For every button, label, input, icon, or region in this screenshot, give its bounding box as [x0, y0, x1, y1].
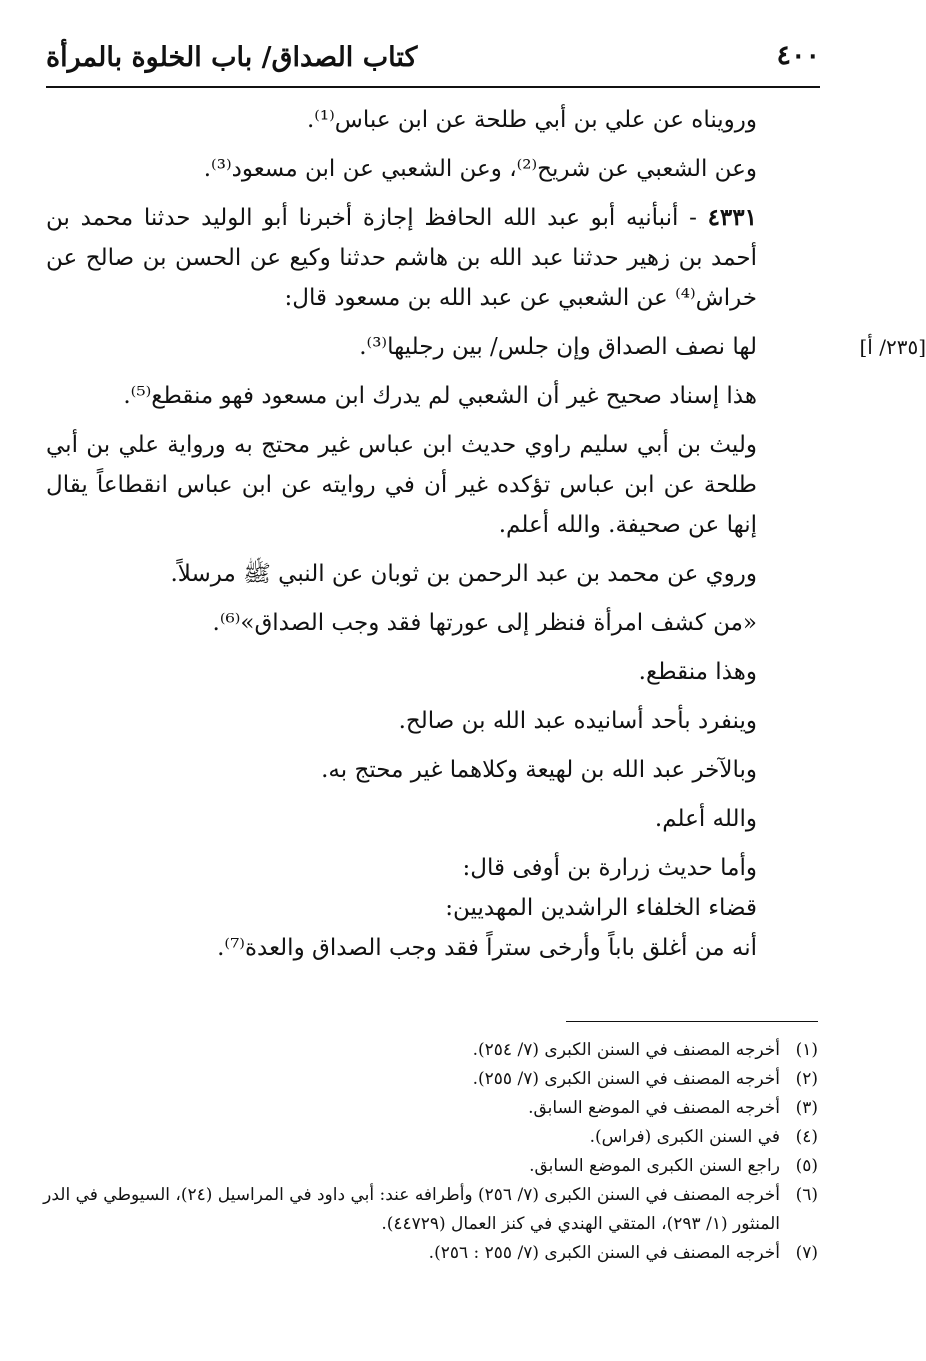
running-title: كتاب الصداق/ باب الخلوة بالمرأة	[46, 42, 418, 73]
footnote-text: أخرجه المصنف في الموضع السابق.	[528, 1098, 780, 1118]
paragraph: «من كشف امرأة فنظر إلى عورتها فقد وجب الصداق»⁽⁶⁾.	[212, 610, 757, 636]
footnote	[40, 1123, 818, 1152]
paragraph: وبالآخر عبد الله بن لهيعة وكلاهما غير محتج به.	[321, 757, 757, 783]
paragraph: وليث بن أبي سليم راوي حديث ابن عباس غير محتج به ورواية علي بن أبي طلحة عن ابن عباس تؤكده غير أن في روايته عن ابن عباس انقطاعاً يقال إنها عن صحيفة. والله أعلم.	[46, 432, 757, 538]
paragraph: أنه من أغلق باباً وأرخى ستراً فقد وجب الصداق والعدة⁽⁷⁾.	[217, 935, 757, 961]
footnote-number: (٦)	[795, 1185, 818, 1205]
paragraph: وينفرد بأحد أسانيده عبد الله بن صالح.	[398, 708, 757, 734]
page-header	[46, 38, 820, 88]
footnote-number: (٥)	[795, 1156, 818, 1176]
footnote-text: في السنن الكبرى (فراس).	[589, 1127, 780, 1147]
main-text	[46, 100, 926, 977]
footnote	[40, 1239, 818, 1268]
paragraph: وأما حديث زرارة بن أوفى قال:	[462, 855, 757, 881]
footnote-text: أخرجه المصنف في السنن الكبرى (٧/ ٢٥٥).	[472, 1069, 780, 1089]
paragraph: هذا إسناد صحيح غير أن الشعبي لم يدرك ابن مسعود فهو منقطع⁽⁵⁾.	[123, 383, 757, 409]
footnote	[40, 1094, 818, 1123]
paragraph	[46, 327, 926, 367]
footnote	[40, 1152, 818, 1181]
footnote-separator	[566, 1021, 818, 1022]
footnote	[40, 1036, 818, 1065]
footnote-number: (٣)	[795, 1098, 818, 1118]
paragraph: والله أعلم.	[654, 806, 757, 832]
hadith-paragraph	[46, 198, 820, 318]
footnote-text: أخرجه المصنف في السنن الكبرى (٧/ ٢٥٥ : ٢٥٦).	[428, 1243, 780, 1263]
footnote-number: (٤)	[795, 1127, 818, 1147]
footnote-text: راجع السنن الكبرى الموضع السابق.	[529, 1156, 780, 1176]
footnote-text: أخرجه المصنف في السنن الكبرى (٧/ ٢٥٤).	[472, 1040, 780, 1060]
paragraph: قضاء الخلفاء الراشدين المهديين:	[445, 895, 757, 921]
footnote-number: (٧)	[795, 1243, 818, 1263]
page-number: ٤٠٠	[776, 40, 820, 71]
paragraph: وعن الشعبي عن شريح⁽²⁾، وعن الشعبي عن ابن مسعود⁽³⁾.	[203, 156, 757, 182]
paragraph: وروي عن محمد بن عبد الرحمن بن ثوبان عن النبي ﷺ مرسلاً.	[170, 561, 757, 587]
footnote-text: أخرجه المصنف في السنن الكبرى (٧/ ٢٥٦) وأطرافه عند: أبي داود في المراسيل (٢٤)، السيوطي في الدر المنثور (١/ ٢٩٣)، المتقي الهندي في كنز العمال (٤٤٧٢٩).	[43, 1185, 780, 1234]
footnotes	[40, 1036, 818, 1268]
quote-text: لها نصف الصداق وإن جلس/ بين رجليها⁽³⁾.	[359, 334, 757, 360]
hadith-number: ٤٣٣١	[707, 204, 757, 231]
paragraph: وهذا منقطع.	[638, 659, 757, 685]
hadith-text: - أنبأنيه أبو عبد الله الحافظ إجازة أخبرنا أبو الوليد حدثنا محمد بن أحمد بن زهير حدثنا عبد الله بن هاشم حدثنا وكيع عن الحسن بن صالح عن خراش⁽⁴⁾ عن الشعبي عن عبد الله بن مسعود قال:	[46, 205, 757, 311]
footnote	[40, 1181, 818, 1239]
footnote-number: (٢)	[795, 1069, 818, 1089]
footnote-number: (١)	[795, 1040, 818, 1060]
paragraph: ورويناه عن علي بن أبي طلحة عن ابن عباس⁽¹⁾.	[306, 107, 757, 133]
manuscript-folio-ref: [٢٣٥/ أ]	[859, 335, 926, 359]
footnote	[40, 1065, 818, 1094]
